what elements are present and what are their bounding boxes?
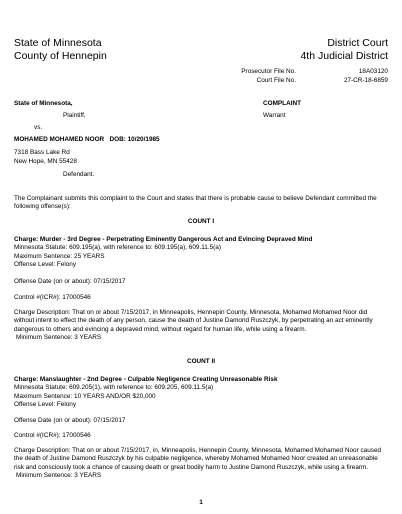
offense-date-line: Offense Date (on or about): 07/15/2017 <box>14 278 126 285</box>
plaintiff-name: State of Minnesota, <box>14 100 73 107</box>
court-heading: District Court <box>327 37 388 49</box>
page-number: 1 <box>199 499 203 506</box>
state-heading: State of Minnesota <box>14 37 102 49</box>
charge-description-text: Charge Description: That on or about 7/15/2017, in, Minneapolis, Hennepin County, Minnesota, Mohamed Mohamed Noor caused the death of Justine Damond Ruszczyk by his culpable negligence, whereby Mohamed Mohamed Noor created an unreasonable risk and consciously took a chance of causing death or great bodily harm to Justine Damond Ruszczyk, while using a firearm. <box>14 447 382 471</box>
warrant-label: Warrant <box>263 112 286 119</box>
defendant-address-street: 7318 Bass Lake Rd <box>14 149 70 156</box>
max-sentence-line: Maximum Sentence: 10 YEARS AND/OR $20,000 <box>14 392 156 400</box>
charge-title: Charge: Murder - 3rd Degree - Perpetrating Eminently Dangerous Act and Evincing Depraved Mind <box>14 236 313 243</box>
defendant-dob: DOB: 10/20/1985 <box>109 136 160 143</box>
control-number-line: Control #(ICR#): 17000546 <box>14 432 91 439</box>
court-file-value: 27-CR-18-6859 <box>343 77 388 84</box>
complaint-title: COMPLAINT <box>263 100 301 107</box>
min-sentence-line: Minimum Sentence: 3 YEARS <box>16 333 102 341</box>
charge-title: Charge: Manslaughter - 2nd Degree - Culpable Negligence Creating Unreasonable Risk <box>14 376 278 383</box>
count-block <box>14 376 388 409</box>
county-heading: County of Hennepin <box>14 50 107 62</box>
statute-line: Minnesota Statute: 609.195(a), with reference to: 609.195(a), 609.11.5(a) <box>14 244 221 252</box>
offense-level-line: Offense Level: Felony <box>14 400 77 408</box>
min-sentence-line: Minimum Sentence: 3 YEARS <box>16 471 102 479</box>
plaintiff-label: Plaintiff, <box>63 112 86 119</box>
intro-paragraph <box>14 195 388 212</box>
charge-description <box>14 447 388 480</box>
defendant-name <box>14 136 160 144</box>
control-number-line: Control #(ICR#): 17000546 <box>14 294 91 301</box>
versus-label: vs. <box>34 124 43 131</box>
defendant-address-city: New Hope, MN 55428 <box>14 158 77 165</box>
prosecutor-file-value: 18A03120 <box>358 68 388 75</box>
offense-level-line: Offense Level: Felony <box>14 260 77 268</box>
max-sentence-line: Maximum Sentence: 25 YEARS <box>14 252 105 260</box>
statute-line: Minnesota Statute: 609.205(1), with reference to: 609.205, 609.11.5(a) <box>14 384 214 392</box>
count-block <box>14 236 388 269</box>
intro-text: The Complainant submits this complaint to the Court and states that there is probable cause to believe Defendant committed the following offense(s): <box>14 195 377 211</box>
defendant-full-name: MOHAMED MOHAMED NOOR <box>14 136 105 143</box>
count-heading: COUNT I <box>187 218 215 225</box>
offense-date-line: Offense Date (on or about): 07/15/2017 <box>14 417 126 424</box>
count-heading: COUNT II <box>186 358 216 365</box>
charge-description-text: Charge Description: That on or about 7/15/2017, in Minneapolis, Hennepin County, Minnesota, Mohamed Mohamed Noor did without intent to effect the death of any person, cause the death of Justine Damond Ruszczyk, by perpetrating an act eminently dangerous to others and evincing a depraved mind, without regard for human life, while using a firearm. <box>14 309 373 333</box>
court-file-label: Court File No. <box>256 77 296 84</box>
prosecutor-file-label: Prosecutor File No. <box>241 68 296 75</box>
charge-description <box>14 309 388 342</box>
district-heading: 4th Judicial District <box>300 50 388 62</box>
defendant-label: Defendant. <box>63 171 95 178</box>
